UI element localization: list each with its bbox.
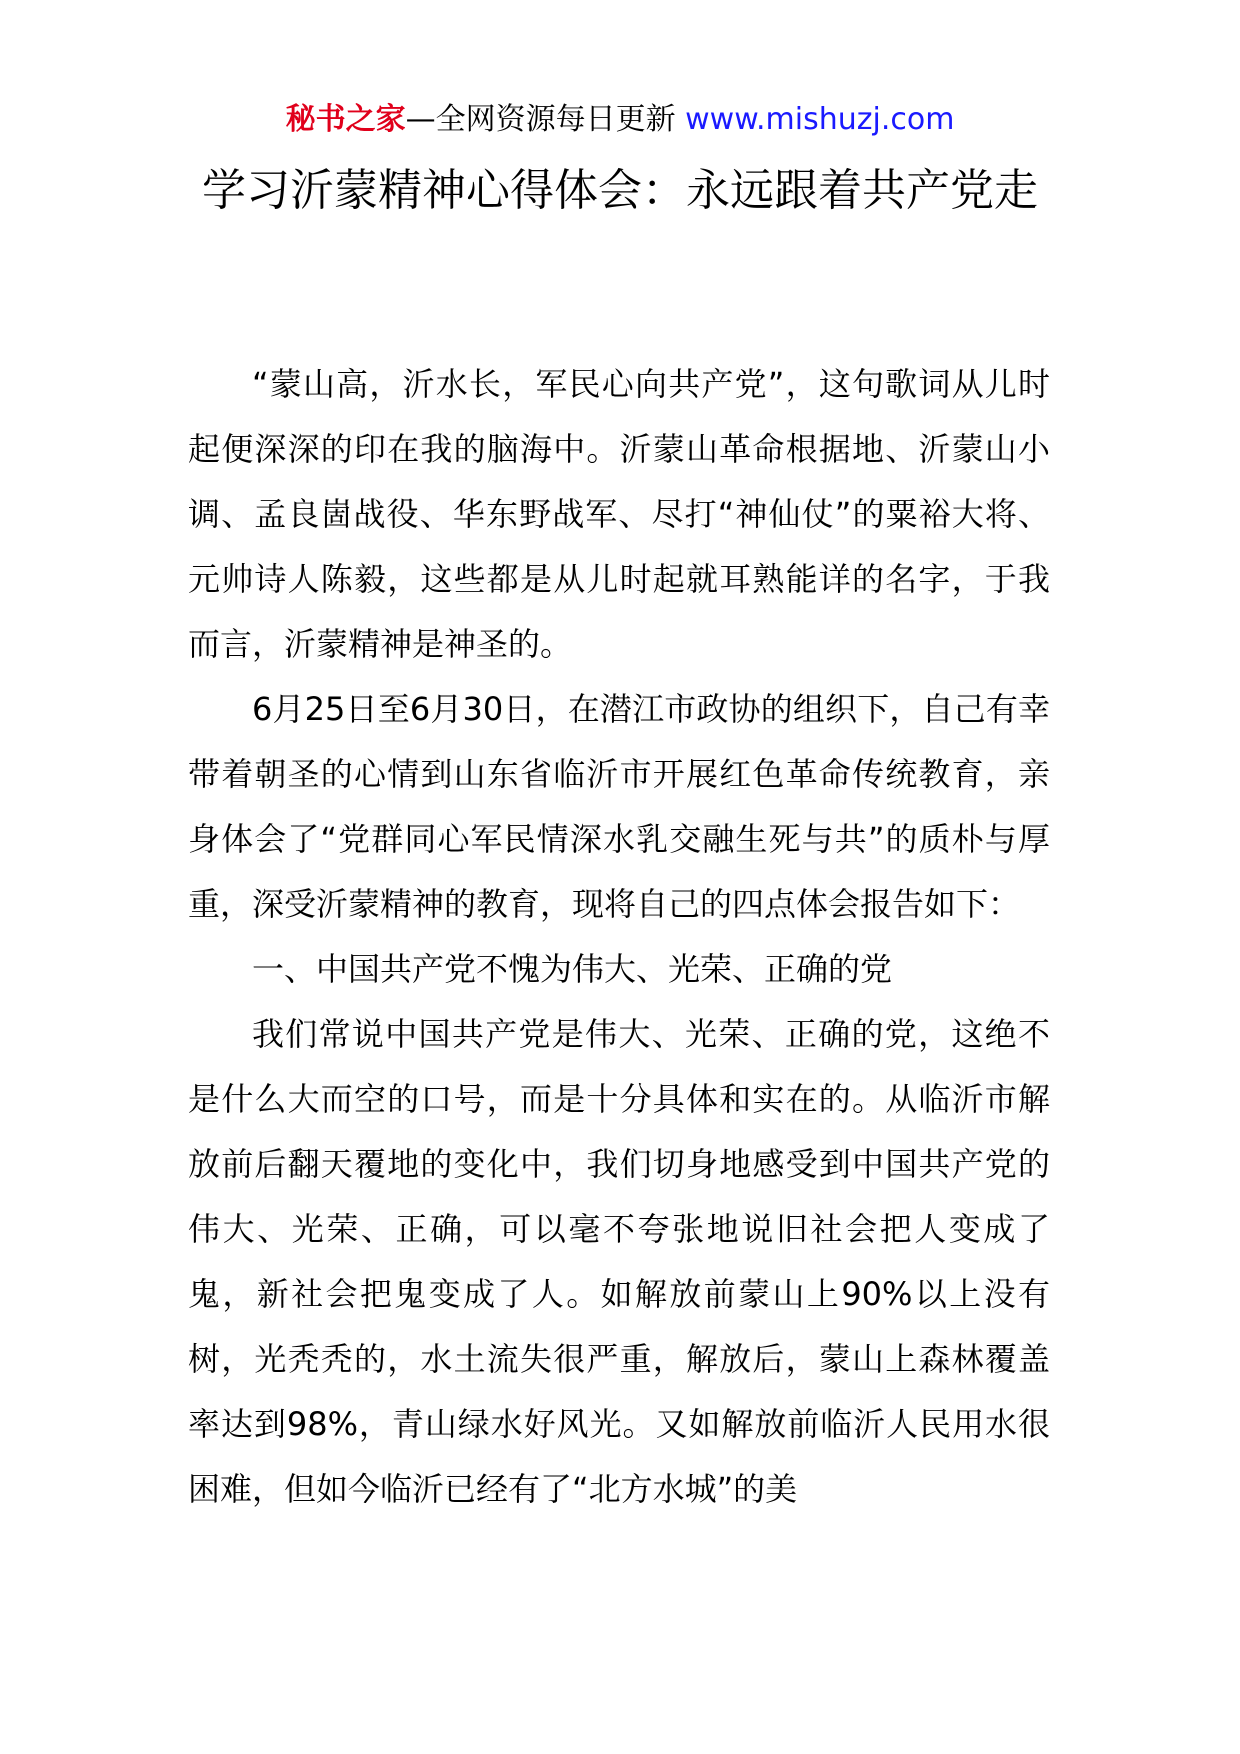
- site-url-link[interactable]: www.mishuzj.com: [685, 102, 955, 137]
- document-title: 学习沂蒙精神心得体会：永远跟着共产党走: [202, 165, 1038, 216]
- site-header: [0, 100, 1240, 140]
- site-tagline: —全网资源每日更新: [405, 102, 686, 137]
- section-heading: 一、中国共产党不愧为伟大、光荣、正确的党: [252, 950, 893, 988]
- paragraph: “蒙山高，沂水长，军民心向共产党”，这句歌词从儿时起便深深的印在我的脑海中。沂蒙山革命根据地、沂蒙山小调、孟良崮战役、华东野战军、尽打“神仙仗”的粟裕大将、元帅诗人陈毅，这些都是从儿时起就耳熟能详的名字，于我而言，沂蒙精神是神圣的。: [188, 365, 1050, 663]
- site-brand: 秘书之家: [285, 102, 406, 137]
- document-body: [188, 352, 1050, 1522]
- paragraph: 我们常说中国共产党是伟大、光荣、正确的党，这绝不是什么大而空的口号，而是十分具体和实在的。从临沂市解放前后翻天覆地的变化中，我们切身地感受到中国共产党的伟大、光荣、正确，可以毫不夸张地说旧社会把人变成了鬼，新社会把鬼变成了人。如解放前蒙山上90%以上没有树，光秃秃的，水土流失很严重，解放后，蒙山上森林覆盖率达到98%，青山绿水好风光。又如解放前临沂人民用水很困难，但如今临沂已经有了“北方水城”的美: [188, 1015, 1050, 1508]
- paragraph: 6月25日至6月30日，在潜江市政协的组织下，自己有幸带着朝圣的心情到山东省临沂市开展红色革命传统教育，亲身体会了“党群同心军民情深水乳交融生死与共”的质朴与厚重，深受沂蒙精神的教育，现将自己的四点体会报告如下：: [188, 690, 1050, 923]
